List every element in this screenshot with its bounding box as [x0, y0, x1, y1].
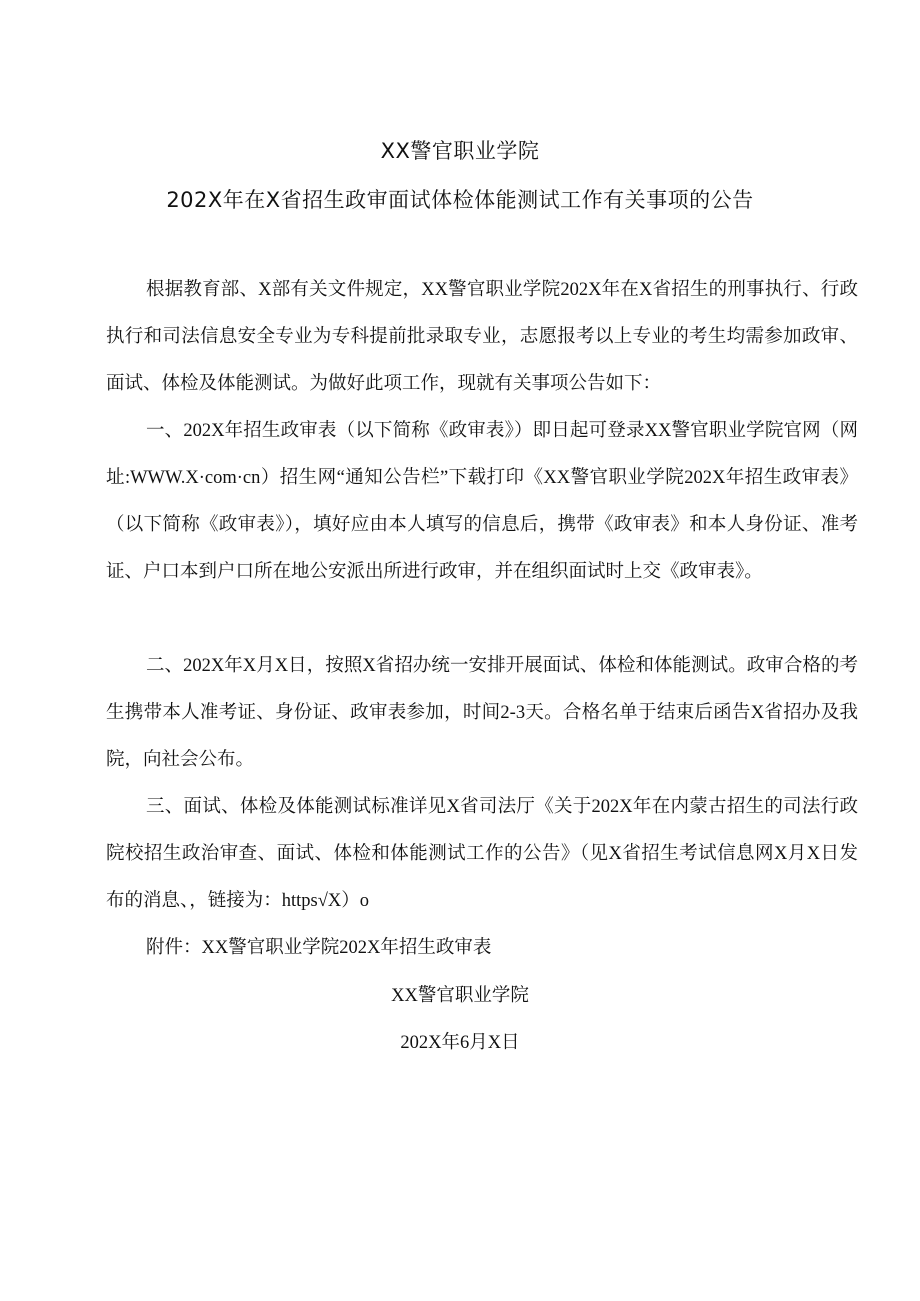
paragraph-text: 附件：XX警官职业学院202X年招生政审表 [146, 938, 492, 958]
paragraph-text: 一、202X年招生政审表（以下简称《政审表》）即日起可登录XX警官职业学院官网（网址:WWW.X·com·cn）招生网“通知公告栏”下载打印《XX警官职业学院202X年招生政审表》（以下简称《政审表》），填好应由本人填写的信息后，携带《政审表》和本人身份证、准考证、户口本到户口所在地公安派出所进行政审，并在组织面试时上交《政审表》。 [106, 421, 858, 582]
signature-institution: XX警官职业学院 [391, 986, 529, 1006]
document-title-institution: XX警官职业学院 [380, 139, 540, 163]
paragraph-item-1 [106, 408, 858, 596]
paragraph-intro [106, 267, 858, 408]
paragraph-item-2 [106, 643, 858, 784]
paragraph-text: 二、202X年X月X日，按照X省招办统一安排开展面试、体检和体能测试。政审合格的考生携带本人准考证、身份证、政审表参加，时间2-3天。合格名单于结束后函告X省招办及我院，向社会公布。 [106, 656, 858, 770]
paragraph-item-3 [106, 784, 858, 925]
paragraph-attachment [106, 925, 858, 972]
document-title-announcement: 202X年在X省招生政审面试体检体能测试工作有关事项的公告 [166, 188, 754, 212]
paragraph-text: 三、面试、体检及体能测试标准详见X省司法厅《关于202X年在内蒙古招生的司法行政院校招生政治审查、面试、体检和体能测试工作的公告》（见X省招生考试信息网X月X日发布的消息、，链接为：https√X）o [106, 797, 858, 911]
paragraph-text: 根据教育部、X部有关文件规定，XX警官职业学院202X年在X省招生的刑事执行、行政执行和司法信息安全专业为专科提前批录取专业，志愿报考以上专业的考生均需参加政审、面试、体检及体能测试。为做好此项工作，现就有关事项公告如下： [106, 280, 858, 394]
signature-date: 202X年6月X日 [400, 1033, 520, 1053]
